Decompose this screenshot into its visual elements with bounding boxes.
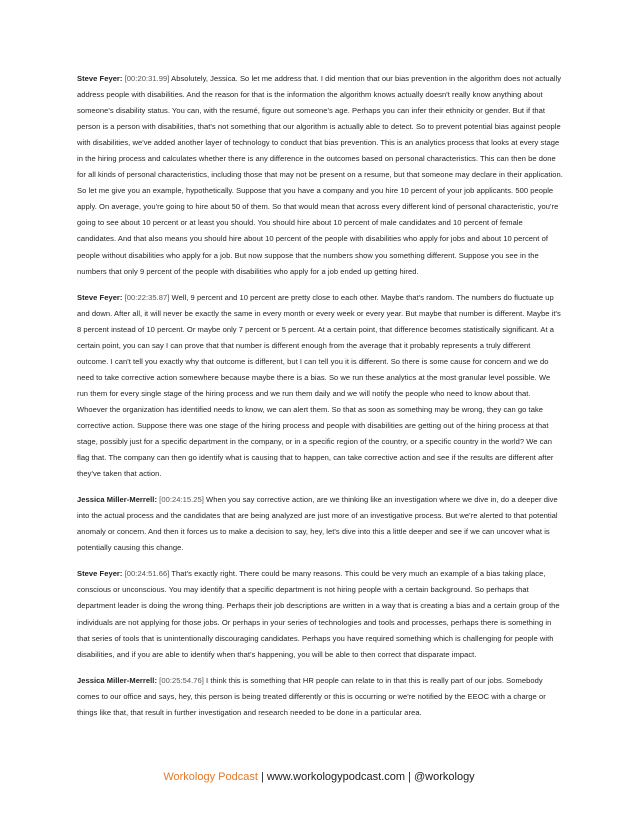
speaker-name: Steve Feyer:: [77, 74, 123, 83]
page-footer: [0, 770, 638, 784]
footer-brand: Workology Podcast: [163, 771, 258, 783]
transcript-paragraph: [77, 492, 563, 556]
timestamp: [00:24:15.25]: [159, 495, 204, 505]
transcript-paragraph: [77, 566, 563, 662]
timestamp: [00:24:51.66]: [124, 569, 170, 579]
timestamp: [00:25:54.76]: [159, 675, 204, 685]
timestamp: [00:20:31.99]: [124, 74, 170, 83]
speaker-name: Steve Feyer:: [77, 292, 123, 302]
speaker-name: Jessica Miller-Merrell:: [77, 495, 158, 505]
speaker-name: Jessica Miller-Merrell:: [77, 675, 158, 685]
transcript-paragraph: [77, 290, 563, 483]
speaker-name: Steve Feyer:: [77, 569, 123, 579]
timestamp: [00:22:35.87]: [124, 292, 170, 302]
paragraph-text: Well, 9 percent and 10 percent are pretty close to each other. Maybe that's random. The numbers do fluctuate up and down. After all, it will never be exactly the same in every month or every week or every year. But maybe that number is different. Maybe it's 8 percent instead of 10 percent. Or maybe only 7 percent or 5 percent. At a certain point, that difference becomes statistically significant. At a certain point, you can say I can prove that that number is different enough from the average that it probably represents a truly different outcome. I can't tell you exactly why that outcome is different, but I can tell you it is different. So there is some cause for concern and we do need to take corrective action somewhere because maybe there is a bias. So we run these analytics at the most granular level possible. We run them for every single stage of the hiring process and we run them daily and we will notify the people who need to know about that. Whoever the organization has identified needs to know, we can alert them. So that as soon as something may be wrong, they can go take corrective action. Suppose there was one stage of the hiring process and people with disabilities are getting out of the hiring process at that stage, possibly just for a specific department in the company, or in a specific region of the country, or a specific country in the world? We can flag that. The company can then go identify what is causing that to happen, can take corrective action and see if the results are different after they've taken that action.: [77, 292, 561, 479]
transcript-body: [77, 71, 563, 731]
paragraph-text: I think this is something that HR people can relate to in that this is really part of our jobs. Somebody comes to our office and says, hey, this person is being treated differently or this is occurring or we're notified by the EEOC with a charge or things like that, that result in further investigation and research needed to be done in a particular area.: [77, 675, 546, 717]
paragraph-text: Absolutely, Jessica. So let me address that. I did mention that our bias prevention in the algorithm does not actually address people with disabilities. And the reason for that is the information the algorithm knows actually doesn't really know anything about someone's disability status. You can, with the resumé, figure out someone's age. Perhaps you can infer their ethnicity or gender. But if that person is a person with disabilities, that's not something that our algorithm is actually able to detect. So to prevent potential bias against people with disabilities, we've added another layer of technology to conduct that bias prevention. This is an analytics process that looks at every stage in the hiring process and calculates whether there is any difference in the outcomes based on personal characteristics. This can then be done for all kinds of personal characteristics, including those that may not be present on a resume, but that someone may declare in their application. So let me give you an example, hypothetically. Suppose that you have a company and you hire 10 percent of your job applicants. 500 people apply. On average, you're going to hire about 50 of them. So that would mean that across every different kind of personal characteristic, you're going to see about 10 percent or at least you should. You should hire about 10 percent of male candidates and 10 percent of female candidates. And that also means you should hire about 10 percent of the people with disabilities who apply for jobs and about 10 percent of people without disabilities who apply for a job. But now suppose that the numbers show you something different. Suppose you see in the numbers that only 9 percent of the people with disabilities who apply for a job ended up getting hired.: [77, 74, 563, 276]
footer-links: | www.workologypodcast.com | @workology: [257, 771, 475, 783]
transcript-paragraph: [77, 673, 563, 721]
paragraph-text: That's exactly right. There could be many reasons. This could be very much an example of a bias taking place, conscious or unconscious. You may identify that a specific department is not hiring people with a certain background. So perhaps that department leader is doing the wrong thing. Perhaps their job descriptions are written in a way that is creating a bias and a certain group of the individuals are not applying for those jobs. Or perhaps in your series of technologies and tools and processes, perhaps there is something in that series of tools that is unintentionally discouraging candidates. Perhaps you have required something which is challenging for people with disabilities, and if you are able to identify when that's happening, you will be able to then correct that disparate impact.: [77, 569, 560, 659]
transcript-paragraph: [77, 71, 563, 280]
paragraph-text: When you say corrective action, are we thinking like an investigation where we dive in, do a deeper dive into the actual process and the candidates that are being analyzed are just more of an investigative process. But we're alerted to that potential anomaly or concern. And then it forces us to make a decision to say, hey, let's dive into this a little deeper and see if we can uncover what is potentially causing this change.: [77, 495, 558, 553]
